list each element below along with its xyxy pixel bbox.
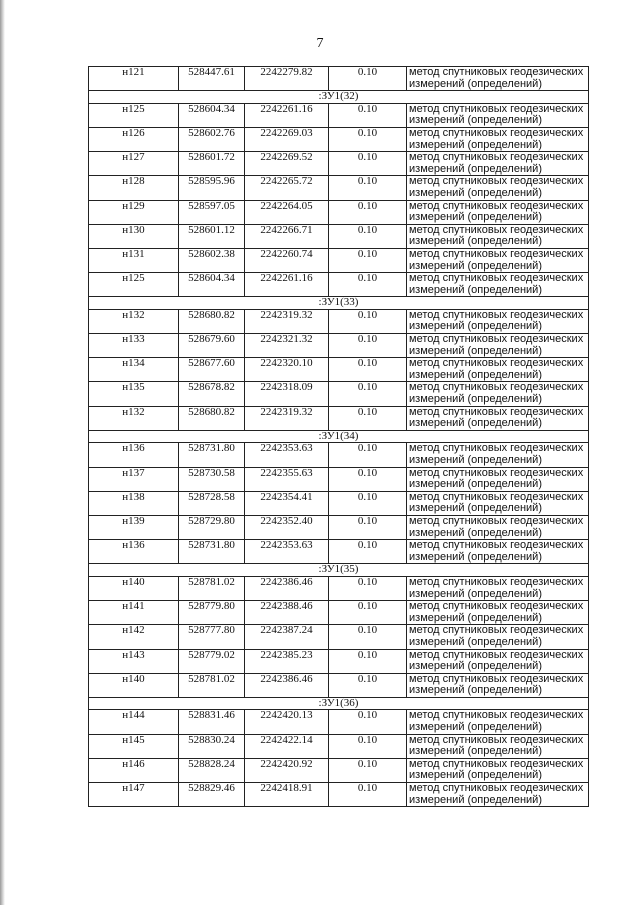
point-cell: н131 xyxy=(89,248,179,272)
y-coordinate-cell: 2242320.10 xyxy=(245,358,329,382)
method-line-2: измерений (определений) xyxy=(409,635,542,648)
x-coordinate-cell: 528447.61 xyxy=(179,67,245,91)
accuracy-cell: 0.10 xyxy=(329,224,407,248)
point-cell: н142 xyxy=(89,625,179,649)
y-coordinate-cell: 2242420.92 xyxy=(245,758,329,782)
method-cell xyxy=(407,491,589,515)
method-cell xyxy=(407,406,589,430)
y-coordinate-cell: 2242269.52 xyxy=(245,152,329,176)
accuracy-cell: 0.10 xyxy=(329,710,407,734)
method-line-1: метод спутниковых геодезических xyxy=(409,624,584,637)
method-line-1: метод спутниковых геодезических xyxy=(409,539,584,552)
method-line-1: метод спутниковых геодезических xyxy=(409,467,584,479)
accuracy-cell: 0.10 xyxy=(329,734,407,758)
method-line-2: измерений (определений) xyxy=(409,454,542,466)
method-cell xyxy=(407,67,589,91)
x-coordinate-cell: 528731.80 xyxy=(179,443,245,467)
y-coordinate-cell: 2242418.91 xyxy=(245,783,329,807)
method-line-2: измерений (определений) xyxy=(409,660,542,673)
group-label: :ЗУ1(33) xyxy=(89,297,589,310)
x-coordinate-cell: 528678.82 xyxy=(179,382,245,406)
table-row xyxy=(89,783,589,807)
accuracy-cell: 0.10 xyxy=(329,540,407,564)
method-line-1: метод спутниковых геодезических xyxy=(409,175,584,188)
y-coordinate-cell: 2242319.32 xyxy=(245,309,329,333)
method-line-1: метод спутниковых геодезических xyxy=(409,66,584,78)
y-coordinate-cell: 2242318.09 xyxy=(245,382,329,406)
accuracy-cell: 0.10 xyxy=(329,309,407,333)
accuracy-cell: 0.10 xyxy=(329,783,407,807)
method-line-2: измерений (определений) xyxy=(409,283,542,296)
y-coordinate-cell: 2242261.16 xyxy=(245,103,329,127)
method-cell xyxy=(407,248,589,272)
method-line-1: метод спутниковых геодезических xyxy=(409,103,584,115)
table-row xyxy=(89,540,589,564)
method-cell xyxy=(407,443,589,467)
accuracy-cell: 0.10 xyxy=(329,601,407,625)
point-cell: н130 xyxy=(89,224,179,248)
table-row xyxy=(89,358,589,382)
table-row xyxy=(89,248,589,272)
x-coordinate-cell: 528595.96 xyxy=(179,176,245,200)
point-cell: н136 xyxy=(89,443,179,467)
x-coordinate-cell: 528602.76 xyxy=(179,127,245,151)
method-cell xyxy=(407,734,589,758)
method-cell xyxy=(407,783,589,807)
point-cell: н129 xyxy=(89,200,179,224)
method-line-2: измерений (определений) xyxy=(409,393,542,406)
point-cell: н125 xyxy=(89,103,179,127)
x-coordinate-cell: 528604.34 xyxy=(179,103,245,127)
accuracy-cell: 0.10 xyxy=(329,491,407,515)
accuracy-cell: 0.10 xyxy=(329,67,407,91)
y-coordinate-cell: 2242265.72 xyxy=(245,176,329,200)
method-line-1: метод спутниковых геодезических xyxy=(409,758,584,770)
method-line-1: метод спутниковых геодезических xyxy=(409,709,584,722)
page-number: 7 xyxy=(316,36,324,51)
table-row xyxy=(89,515,589,539)
table-row xyxy=(89,103,589,127)
point-cell: н147 xyxy=(89,783,179,807)
table-row xyxy=(89,67,589,91)
method-cell xyxy=(407,515,589,539)
table-row xyxy=(89,649,589,673)
method-cell xyxy=(407,127,589,151)
group-header-row xyxy=(89,91,589,104)
y-coordinate-cell: 2242266.71 xyxy=(245,224,329,248)
accuracy-cell: 0.10 xyxy=(329,200,407,224)
y-coordinate-cell: 2242264.05 xyxy=(245,200,329,224)
point-cell: н137 xyxy=(89,467,179,491)
coordinates-table xyxy=(88,66,589,807)
method-line-2: измерений (определений) xyxy=(409,587,542,600)
method-line-1: метод спутниковых геодезических xyxy=(409,151,584,164)
method-line-1: метод спутниковых геодезических xyxy=(409,406,584,418)
x-coordinate-cell: 528728.58 xyxy=(179,491,245,515)
point-cell: н139 xyxy=(89,515,179,539)
accuracy-cell: 0.10 xyxy=(329,673,407,697)
method-line-2: измерений (определений) xyxy=(409,211,542,224)
x-coordinate-cell: 528777.80 xyxy=(179,625,245,649)
accuracy-cell: 0.10 xyxy=(329,152,407,176)
table-row xyxy=(89,710,589,734)
point-cell: н128 xyxy=(89,176,179,200)
point-cell: н121 xyxy=(89,67,179,91)
y-coordinate-cell: 2242352.40 xyxy=(245,515,329,539)
point-cell: н135 xyxy=(89,382,179,406)
table-row xyxy=(89,758,589,782)
accuracy-cell: 0.10 xyxy=(329,649,407,673)
method-line-2: измерений (определений) xyxy=(409,235,542,248)
group-header-row xyxy=(89,430,589,443)
method-line-2: измерений (определений) xyxy=(409,745,542,758)
method-cell xyxy=(407,758,589,782)
accuracy-cell: 0.10 xyxy=(329,127,407,151)
method-cell xyxy=(407,224,589,248)
point-cell: н132 xyxy=(89,406,179,430)
point-cell: н138 xyxy=(89,491,179,515)
method-line-2: измерений (определений) xyxy=(409,550,542,563)
x-coordinate-cell: 528781.02 xyxy=(179,576,245,600)
method-cell xyxy=(407,382,589,406)
y-coordinate-cell: 2242355.63 xyxy=(245,467,329,491)
y-coordinate-cell: 2242354.41 xyxy=(245,491,329,515)
method-line-2: измерений (определений) xyxy=(409,259,542,272)
accuracy-cell: 0.10 xyxy=(329,406,407,430)
point-cell: н132 xyxy=(89,309,179,333)
point-cell: н125 xyxy=(89,273,179,297)
x-coordinate-cell: 528730.58 xyxy=(179,467,245,491)
method-line-1: метод спутниковых геодезических xyxy=(409,200,584,212)
accuracy-cell: 0.10 xyxy=(329,758,407,782)
accuracy-cell: 0.10 xyxy=(329,515,407,539)
method-line-2: измерений (определений) xyxy=(409,77,542,90)
table-row xyxy=(89,127,589,151)
method-line-1: метод спутниковых геодезических xyxy=(409,127,584,139)
method-line-1: метод спутниковых геодезических xyxy=(409,272,584,285)
accuracy-cell: 0.10 xyxy=(329,576,407,600)
y-coordinate-cell: 2242321.32 xyxy=(245,334,329,358)
group-label: :ЗУ1(32) xyxy=(89,91,589,104)
table-row xyxy=(89,309,589,333)
table-row xyxy=(89,673,589,697)
y-coordinate-cell: 2242386.46 xyxy=(245,673,329,697)
y-coordinate-cell: 2242387.24 xyxy=(245,625,329,649)
group-header-row xyxy=(89,297,589,310)
method-cell xyxy=(407,601,589,625)
y-coordinate-cell: 2242319.32 xyxy=(245,406,329,430)
method-cell xyxy=(407,200,589,224)
accuracy-cell: 0.10 xyxy=(329,443,407,467)
table-row xyxy=(89,601,589,625)
group-header-row xyxy=(89,564,589,577)
y-coordinate-cell: 2242353.63 xyxy=(245,540,329,564)
point-cell: н140 xyxy=(89,673,179,697)
method-line-1: метод спутниковых геодезических xyxy=(409,600,584,613)
accuracy-cell: 0.10 xyxy=(329,467,407,491)
x-coordinate-cell: 528604.34 xyxy=(179,273,245,297)
point-cell: н136 xyxy=(89,540,179,564)
method-line-1: метод спутниковых геодезических xyxy=(409,491,584,503)
method-cell xyxy=(407,273,589,297)
table-row xyxy=(89,625,589,649)
method-cell xyxy=(407,467,589,491)
point-cell: н127 xyxy=(89,152,179,176)
accuracy-cell: 0.10 xyxy=(329,382,407,406)
point-cell: н140 xyxy=(89,576,179,600)
method-line-1: метод спутниковых геодезических xyxy=(409,649,584,661)
x-coordinate-cell: 528679.60 xyxy=(179,334,245,358)
table-row xyxy=(89,200,589,224)
method-line-2: измерений (определений) xyxy=(409,320,542,333)
x-coordinate-cell: 528731.80 xyxy=(179,540,245,564)
method-line-2: измерений (определений) xyxy=(409,114,542,127)
method-cell xyxy=(407,309,589,333)
accuracy-cell: 0.10 xyxy=(329,273,407,297)
method-cell xyxy=(407,103,589,127)
x-coordinate-cell: 528680.82 xyxy=(179,406,245,430)
method-line-1: метод спутниковых геодезических xyxy=(409,248,584,260)
method-line-2: измерений (определений) xyxy=(409,417,542,430)
method-cell xyxy=(407,710,589,734)
y-coordinate-cell: 2242388.46 xyxy=(245,601,329,625)
y-coordinate-cell: 2242279.82 xyxy=(245,67,329,91)
method-cell xyxy=(407,358,589,382)
table-row xyxy=(89,176,589,200)
table-row xyxy=(89,152,589,176)
point-cell: н146 xyxy=(89,758,179,782)
method-line-1: метод спутниковых геодезических xyxy=(409,381,584,394)
y-coordinate-cell: 2242385.23 xyxy=(245,649,329,673)
table-row xyxy=(89,224,589,248)
x-coordinate-cell: 528601.12 xyxy=(179,224,245,248)
table-row xyxy=(89,467,589,491)
method-cell xyxy=(407,334,589,358)
accuracy-cell: 0.10 xyxy=(329,334,407,358)
group-label: :ЗУ1(36) xyxy=(89,697,589,710)
table-row xyxy=(89,273,589,297)
y-coordinate-cell: 2242260.74 xyxy=(245,248,329,272)
method-line-2: измерений (определений) xyxy=(409,526,542,539)
method-line-2: измерений (определений) xyxy=(409,793,542,806)
method-line-2: измерений (определений) xyxy=(409,138,542,151)
method-line-1: метод спутниковых геодезических xyxy=(409,309,584,321)
group-header-row xyxy=(89,697,589,710)
table-row xyxy=(89,382,589,406)
method-line-2: измерений (определений) xyxy=(409,186,542,199)
x-coordinate-cell: 528677.60 xyxy=(179,358,245,382)
point-cell: н145 xyxy=(89,734,179,758)
point-cell: н143 xyxy=(89,649,179,673)
method-line-2: измерений (определений) xyxy=(409,769,542,782)
x-coordinate-cell: 528829.46 xyxy=(179,783,245,807)
y-coordinate-cell: 2242422.14 xyxy=(245,734,329,758)
method-line-2: измерений (определений) xyxy=(409,721,542,734)
method-line-2: измерений (определений) xyxy=(409,368,542,381)
table-row xyxy=(89,576,589,600)
group-label: :ЗУ1(35) xyxy=(89,564,589,577)
method-cell xyxy=(407,152,589,176)
x-coordinate-cell: 528828.24 xyxy=(179,758,245,782)
x-coordinate-cell: 528729.80 xyxy=(179,515,245,539)
point-cell: н134 xyxy=(89,358,179,382)
point-cell: н133 xyxy=(89,334,179,358)
y-coordinate-cell: 2242353.63 xyxy=(245,443,329,467)
method-line-2: измерений (определений) xyxy=(409,502,542,515)
group-label: :ЗУ1(34) xyxy=(89,430,589,443)
point-cell: н141 xyxy=(89,601,179,625)
coordinates-table-body xyxy=(89,67,589,807)
table-row xyxy=(89,334,589,358)
method-line-2: измерений (определений) xyxy=(409,611,542,624)
method-line-1: метод спутниковых геодезических xyxy=(409,357,584,370)
x-coordinate-cell: 528597.05 xyxy=(179,200,245,224)
accuracy-cell: 0.10 xyxy=(329,103,407,127)
scan-edge-shadow xyxy=(0,0,5,905)
y-coordinate-cell: 2242261.16 xyxy=(245,273,329,297)
method-cell xyxy=(407,673,589,697)
x-coordinate-cell: 528781.02 xyxy=(179,673,245,697)
method-line-1: метод спутниковых геодезических xyxy=(409,333,584,346)
x-coordinate-cell: 528680.82 xyxy=(179,309,245,333)
method-line-1: метод спутниковых геодезических xyxy=(409,442,584,455)
method-line-1: метод спутниковых геодезических xyxy=(409,673,584,685)
accuracy-cell: 0.10 xyxy=(329,248,407,272)
x-coordinate-cell: 528830.24 xyxy=(179,734,245,758)
method-line-1: метод спутниковых геодезических xyxy=(409,515,584,527)
method-line-2: измерений (определений) xyxy=(409,344,542,357)
method-cell xyxy=(407,540,589,564)
point-cell: н126 xyxy=(89,127,179,151)
method-line-1: метод спутниковых геодезических xyxy=(409,782,584,795)
method-line-2: измерений (определений) xyxy=(409,478,542,491)
point-cell: н144 xyxy=(89,710,179,734)
table-row xyxy=(89,443,589,467)
table-row xyxy=(89,734,589,758)
y-coordinate-cell: 2242386.46 xyxy=(245,576,329,600)
method-line-1: метод спутниковых геодезических xyxy=(409,224,584,236)
method-cell xyxy=(407,576,589,600)
method-line-1: метод спутниковых геодезических xyxy=(409,576,584,588)
table-row xyxy=(89,406,589,430)
x-coordinate-cell: 528601.72 xyxy=(179,152,245,176)
method-line-2: измерений (определений) xyxy=(409,162,542,175)
accuracy-cell: 0.10 xyxy=(329,358,407,382)
x-coordinate-cell: 528831.46 xyxy=(179,710,245,734)
method-line-2: измерений (определений) xyxy=(409,684,542,697)
y-coordinate-cell: 2242269.03 xyxy=(245,127,329,151)
method-cell xyxy=(407,176,589,200)
x-coordinate-cell: 528602.38 xyxy=(179,248,245,272)
table-row xyxy=(89,491,589,515)
y-coordinate-cell: 2242420.13 xyxy=(245,710,329,734)
accuracy-cell: 0.10 xyxy=(329,176,407,200)
x-coordinate-cell: 528779.80 xyxy=(179,601,245,625)
accuracy-cell: 0.10 xyxy=(329,625,407,649)
x-coordinate-cell: 528779.02 xyxy=(179,649,245,673)
method-cell xyxy=(407,625,589,649)
method-cell xyxy=(407,649,589,673)
method-line-1: метод спутниковых геодезических xyxy=(409,734,584,746)
